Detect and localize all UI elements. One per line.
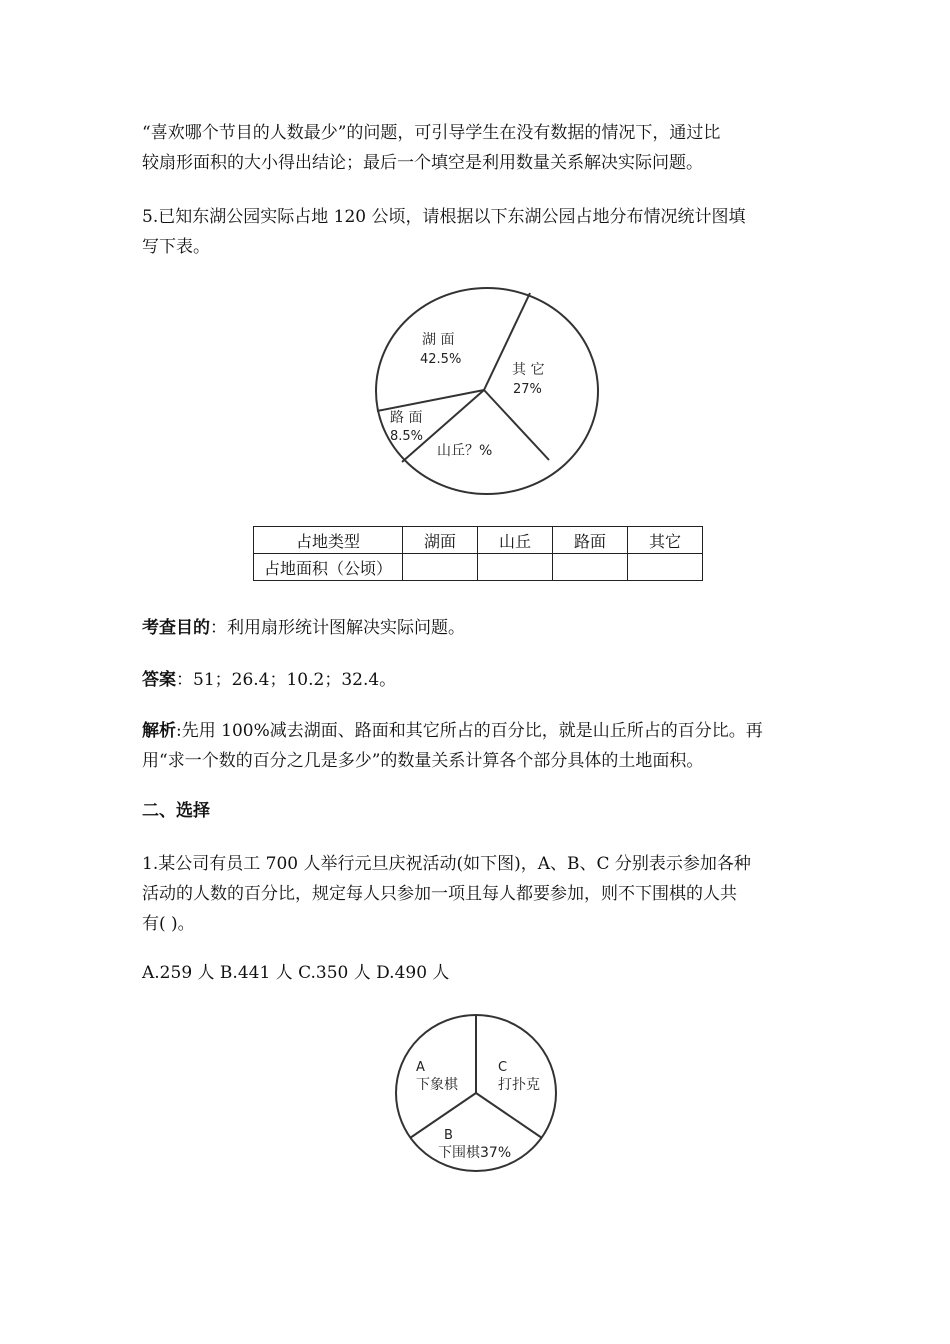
table-header-road: 路面	[553, 527, 628, 554]
answer-text: ：51；26.4；10.2；32.4。	[176, 670, 397, 690]
slice-letter-c: C	[498, 1060, 508, 1075]
slice-label-other: 其 它	[512, 362, 545, 378]
table-header-other: 其它	[628, 527, 703, 554]
slice-label-c: 打扑克	[498, 1077, 540, 1093]
analysis-line-1: :先用 100%减去湖面、路面和其它所占的百分比，就是山丘所占的百分比。再	[176, 721, 763, 741]
table-header-lake: 湖面	[403, 527, 478, 554]
table-area-label: 占地面积（公顷）	[254, 554, 403, 581]
slice-label-lake: 湖 面	[422, 332, 455, 348]
activity-pie-chart	[392, 1010, 562, 1176]
question-5-line-2: 写下表。	[142, 237, 210, 257]
analysis-line-2: 用“求一个数的百分之几是多少”的数量关系计算各个部分具体的土地面积。	[142, 751, 704, 771]
land-area-table	[253, 526, 703, 581]
question-5	[142, 202, 822, 262]
analysis-paragraph	[142, 716, 822, 776]
slice-label-b: 下围棋37%	[438, 1145, 512, 1161]
slice-value-other: 27%	[513, 382, 542, 397]
slice-label-a: 下象棋	[416, 1077, 458, 1093]
slice-boundary-a-b	[410, 1093, 476, 1138]
question-1	[142, 849, 822, 939]
answer-label: 答案	[142, 670, 176, 690]
slice-label-road: 路 面	[390, 410, 423, 426]
intro-line-2: 较扇形面积的大小得出结论；最后一个填空是利用数量关系解决实际问题。	[142, 153, 703, 173]
question-5-line-1: 5.已知东湖公园实际占地 120 公顷，请根据以下东湖公园占地分布情况统计图填	[142, 207, 746, 227]
intro-line-1: “喜欢哪个节目的人数最少”的问题，可引导学生在没有数据的情况下，通过比	[142, 123, 721, 143]
slice-letter-a: A	[416, 1060, 425, 1075]
slice-value-road: 8.5%	[390, 429, 424, 444]
pie-outline	[376, 288, 598, 494]
table-row-types	[254, 527, 703, 554]
table-cell-hill-area	[478, 554, 553, 581]
table-row-areas	[254, 554, 703, 581]
table-header-type: 占地类型	[254, 527, 403, 554]
slice-boundary-road-lake	[377, 390, 484, 411]
slice-letter-b: B	[444, 1128, 453, 1143]
table-cell-lake-area	[403, 554, 478, 581]
intro-paragraph	[142, 118, 822, 178]
question-1-line-3: 有( )。	[142, 914, 195, 934]
slice-boundary-c-b	[476, 1093, 542, 1138]
analysis-label: 解析	[142, 721, 176, 741]
purpose-line	[142, 613, 822, 643]
purpose-label: 考查目的	[142, 618, 210, 638]
table-header-hill: 山丘	[478, 527, 553, 554]
slice-boundary-other-hill	[484, 390, 549, 460]
purpose-text: ：利用扇形统计图解决实际问题。	[210, 618, 465, 638]
slice-label-hill: 山丘？%	[437, 443, 493, 459]
question-1-line-1: 1.某公司有员工 700 人举行元旦庆祝活动(如下图)，A、B、C 分别表示参加各种	[142, 854, 751, 874]
answer-line	[142, 665, 822, 695]
park-land-pie-chart	[370, 284, 610, 500]
slice-value-lake: 42.5%	[420, 352, 462, 367]
section-heading: 二、选择	[142, 801, 210, 821]
question-1-options: A.259 人 B.441 人 C.350 人 D.490 人	[142, 963, 450, 983]
table-cell-road-area	[553, 554, 628, 581]
table-cell-other-area	[628, 554, 703, 581]
question-1-line-2: 活动的人数的百分比，规定每人只参加一项且每人都要参加，则不下围棋的人共	[142, 884, 737, 904]
